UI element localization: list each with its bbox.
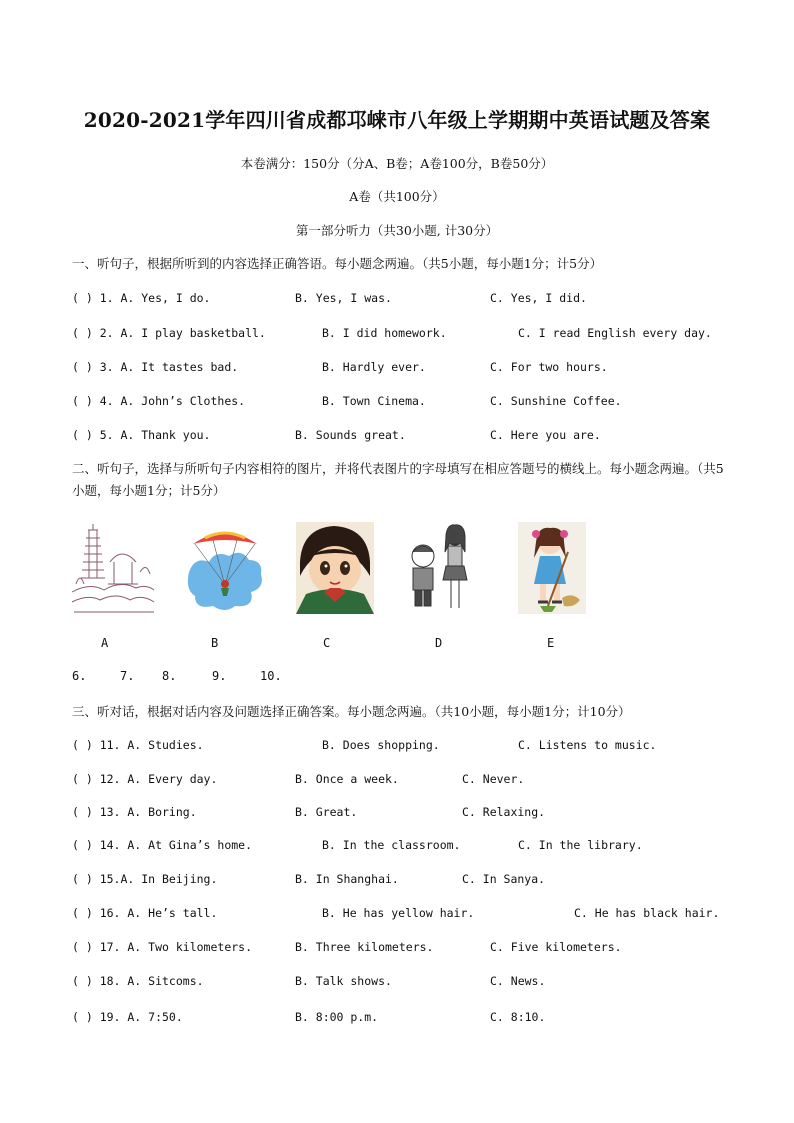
option-c: C. Listens to music. bbox=[518, 738, 657, 752]
picture-label: E bbox=[547, 636, 555, 650]
question-row bbox=[72, 1010, 732, 1028]
question-stem: ( ) 13. A. Boring. bbox=[72, 805, 197, 819]
question-row bbox=[72, 838, 732, 856]
picture-label: B bbox=[211, 636, 219, 650]
part1-heading: 第一部分听力（共30小题, 计30分） bbox=[295, 223, 499, 238]
section1-heading: 一、听句子，根据所听到的内容选择正确答语。每小题念两遍。（共5小题，每小题1分；计5分） bbox=[72, 256, 603, 271]
section2-heading: 二、听句子，选择与所听句子内容相符的图片，并将代表图片的字母填写在相应答题号的横线上。每小题念两遍。（共5小题，每小题1分；计5分） bbox=[72, 461, 724, 498]
option-b: B. He has yellow hair. bbox=[322, 906, 475, 920]
pagoda-sketch-icon bbox=[70, 522, 156, 614]
question-row bbox=[72, 974, 732, 992]
question-row bbox=[72, 872, 732, 890]
picture-label: C bbox=[323, 636, 331, 650]
option-c: C. Five kilometers. bbox=[490, 940, 622, 954]
answer-number: 6. bbox=[72, 669, 87, 683]
option-c: C. In Sanya. bbox=[462, 872, 546, 886]
answer-number: 9. bbox=[212, 669, 227, 683]
question-row bbox=[72, 940, 732, 958]
option-c: C. I read English every day. bbox=[518, 326, 712, 340]
option-b: B. Once a week. bbox=[295, 772, 399, 786]
option-b: B. Great. bbox=[295, 805, 358, 819]
option-c: C. Relaxing. bbox=[462, 805, 546, 819]
question-stem: ( ) 18. A. Sitcoms. bbox=[72, 974, 204, 988]
option-c: C. He has black hair. bbox=[574, 906, 720, 920]
option-b: B. Talk shows. bbox=[295, 974, 392, 988]
option-b: B. In Shanghai. bbox=[295, 872, 399, 886]
option-b: B. 8:00 p.m. bbox=[295, 1010, 379, 1024]
section3-heading: 三、听对话，根据对话内容及问题选择正确答案。每小题念两遍。（共10小题，每小题1分；计10分） bbox=[72, 704, 631, 719]
picture-label: D bbox=[435, 636, 443, 650]
score-info: 本卷满分：150分（分A、B卷；A卷100分，B卷50分） bbox=[240, 156, 554, 171]
paraglider-icon bbox=[185, 522, 265, 614]
option-b: B. I did homework. bbox=[322, 326, 447, 340]
question-stem: ( ) 19. A. 7:50. bbox=[72, 1010, 183, 1024]
option-c: C. 8:10. bbox=[490, 1010, 546, 1024]
option-b: B. Yes, I was. bbox=[295, 291, 392, 305]
picture-label: A bbox=[101, 636, 109, 650]
boy-and-girl-icon bbox=[405, 522, 473, 614]
option-c: C. Here you are. bbox=[490, 428, 601, 442]
question-row bbox=[72, 805, 732, 823]
question-stem: ( ) 15.A. In Beijing. bbox=[72, 872, 218, 886]
option-c: C. News. bbox=[490, 974, 546, 988]
question-row bbox=[72, 326, 732, 344]
question-stem: ( ) 14. A. At Gina’s home. bbox=[72, 838, 253, 852]
question-row bbox=[72, 291, 732, 309]
girl-sweeping-icon bbox=[518, 522, 586, 614]
option-c: C. Yes, I did. bbox=[490, 291, 587, 305]
question-stem: ( ) 12. A. Every day. bbox=[72, 772, 218, 786]
question-stem: ( ) 11. A. Studies. bbox=[72, 738, 204, 752]
answer-number: 8. bbox=[162, 669, 177, 683]
question-stem: ( ) 17. A. Two kilometers. bbox=[72, 940, 253, 954]
question-stem: ( ) 4. A. John’s Clothes. bbox=[72, 394, 246, 408]
question-row bbox=[72, 394, 732, 412]
option-b: B. In the classroom. bbox=[322, 838, 461, 852]
option-c: C. Sunshine Coffee. bbox=[490, 394, 622, 408]
option-b: B. Hardly ever. bbox=[322, 360, 426, 374]
question-stem: ( ) 2. A. I play basketball. bbox=[72, 326, 266, 340]
option-b: B. Does shopping. bbox=[322, 738, 440, 752]
question-stem: ( ) 5. A. Thank you. bbox=[72, 428, 211, 442]
page-title: 2020-2021学年四川省成都邛崃市八年级上学期期中英语试题及答案 bbox=[83, 108, 711, 132]
question-row bbox=[72, 360, 732, 378]
question-row bbox=[72, 906, 732, 924]
option-c: C. For two hours. bbox=[490, 360, 608, 374]
answer-number: 7. bbox=[120, 669, 135, 683]
option-b: B. Sounds great. bbox=[295, 428, 406, 442]
question-row bbox=[72, 428, 732, 446]
question-stem: ( ) 3. A. It tastes bad. bbox=[72, 360, 239, 374]
question-row bbox=[72, 772, 732, 790]
question-stem: ( ) 16. A. He’s tall. bbox=[72, 906, 218, 920]
cartoon-girl-icon bbox=[296, 522, 374, 614]
option-b: B. Three kilometers. bbox=[295, 940, 434, 954]
question-stem: ( ) 1. A. Yes, I do. bbox=[72, 291, 211, 305]
option-b: B. Town Cinema. bbox=[322, 394, 426, 408]
question-row bbox=[72, 738, 732, 756]
volume-a-heading: A卷（共100分） bbox=[349, 189, 445, 204]
option-c: C. In the library. bbox=[518, 838, 643, 852]
option-c: C. Never. bbox=[462, 772, 525, 786]
answer-number: 10. bbox=[260, 669, 282, 683]
